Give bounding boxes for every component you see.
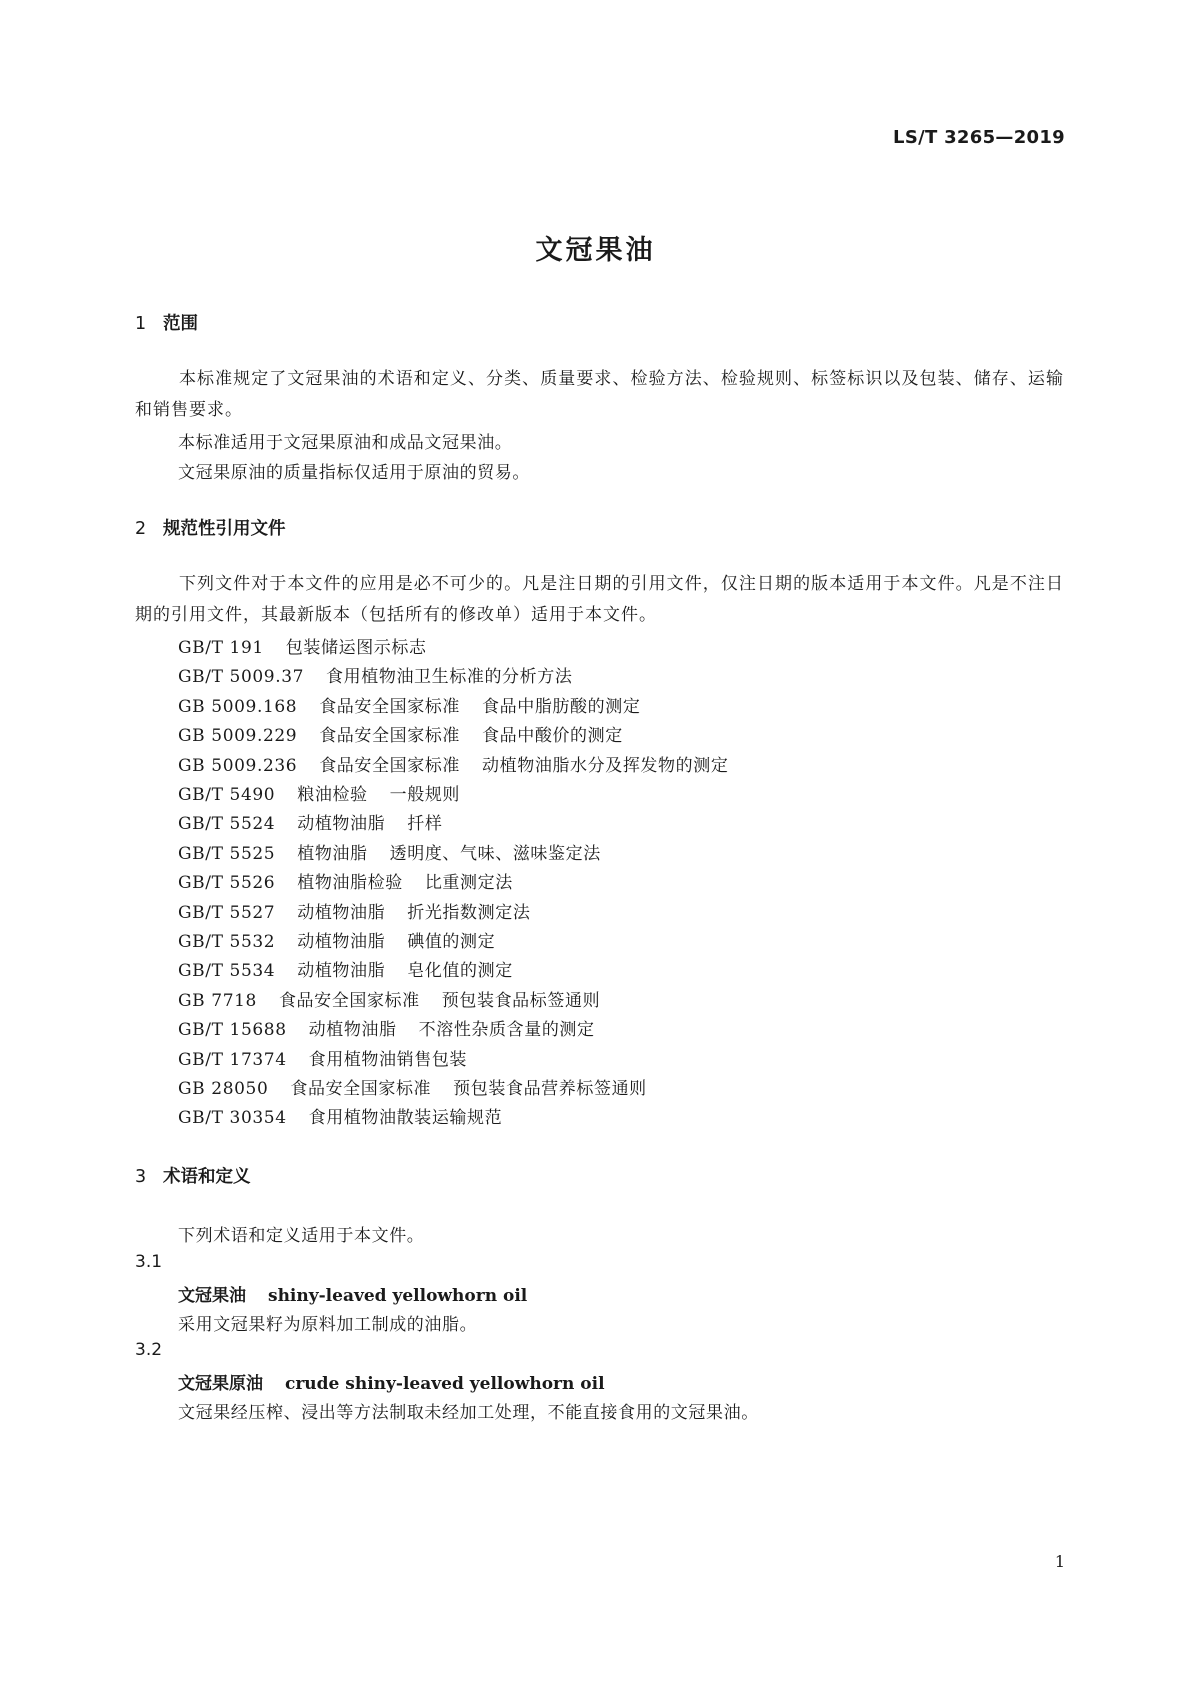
section-heading-refs xyxy=(135,515,286,540)
reference-code: GB 5009.168 xyxy=(178,697,298,717)
term-en: crude shiny-leaved yellowhorn oil xyxy=(285,1374,605,1394)
terms-intro: 下列术语和定义适用于本文件。 xyxy=(178,1226,425,1246)
reference-item xyxy=(178,927,495,952)
reference-subtitle: 预包装食品标签通则 xyxy=(441,991,601,1011)
reference-title: 动植物油脂 xyxy=(297,903,386,923)
section-heading-terms xyxy=(135,1163,251,1188)
reference-item xyxy=(178,956,513,981)
reference-item xyxy=(178,633,427,658)
reference-item xyxy=(178,692,640,717)
reference-code: GB/T 17374 xyxy=(178,1050,287,1070)
reference-title: 粮油检验 xyxy=(297,785,368,805)
reference-title: 动植物油脂 xyxy=(297,961,386,981)
reference-code: GB/T 5525 xyxy=(178,844,276,864)
reference-item xyxy=(178,662,572,687)
reference-title: 食品安全国家标准 xyxy=(278,991,420,1011)
reference-item xyxy=(178,809,442,834)
reference-title: 食品安全国家标准 xyxy=(290,1079,432,1099)
reference-title: 植物油脂检验 xyxy=(297,873,403,893)
reference-item xyxy=(178,1103,502,1128)
reference-code: GB/T 191 xyxy=(178,638,264,658)
reference-subtitle: 一般规则 xyxy=(389,785,461,805)
reference-title: 食品安全国家标准 xyxy=(319,756,461,776)
reference-item xyxy=(178,1045,467,1070)
reference-subtitle: 食品中脂肪酸的测定 xyxy=(482,697,641,717)
reference-subtitle: 食品中酸价的测定 xyxy=(482,726,623,746)
term-en: shiny-leaved yellowhorn oil xyxy=(268,1286,528,1306)
reference-code: GB/T 5524 xyxy=(178,814,276,834)
reference-code: GB 28050 xyxy=(178,1079,269,1099)
reference-item xyxy=(178,898,530,923)
document-title: 文冠果油 xyxy=(535,235,656,266)
term-definition: 采用文冠果籽为原料加工制成的油脂。 xyxy=(178,1315,478,1335)
reference-code: GB/T 5526 xyxy=(178,873,276,893)
reference-subtitle: 不溶性杂质含量的测定 xyxy=(418,1020,595,1040)
term-definition: 文冠果经压榨、浸出等方法制取未经加工处理，不能直接食用的文冠果油。 xyxy=(178,1403,759,1423)
reference-subtitle: 皂化值的测定 xyxy=(407,961,513,981)
section-heading-scope xyxy=(135,310,198,335)
reference-subtitle: 扦样 xyxy=(407,814,443,834)
reference-code: GB 5009.229 xyxy=(178,726,298,746)
reference-item xyxy=(178,1015,595,1040)
reference-title: 食用植物油卫生标准的分析方法 xyxy=(326,667,573,687)
reference-subtitle: 透明度、气味、滋味鉴定法 xyxy=(389,844,601,864)
section-title: 规范性引用文件 xyxy=(163,519,286,539)
reference-title: 动植物油脂 xyxy=(297,932,386,952)
reference-item xyxy=(178,986,600,1011)
term-entry xyxy=(178,1281,527,1306)
term-zh: 文冠果油 xyxy=(178,1286,246,1306)
reference-item xyxy=(178,721,623,746)
standard-code: LS/T 3265—2019 xyxy=(893,127,1065,148)
reference-code: GB/T 30354 xyxy=(178,1108,287,1128)
reference-item xyxy=(178,1074,647,1099)
reference-subtitle: 碘值的测定 xyxy=(407,932,496,952)
reference-title: 植物油脂 xyxy=(297,844,368,864)
section-title: 术语和定义 xyxy=(163,1167,251,1187)
reference-code: GB/T 5532 xyxy=(178,932,276,952)
term-entry xyxy=(178,1369,605,1394)
reference-item xyxy=(178,780,460,805)
reference-item xyxy=(178,868,513,893)
term-zh: 文冠果原油 xyxy=(178,1374,263,1394)
term-number: 3.2 xyxy=(135,1340,163,1360)
section-title: 范围 xyxy=(163,314,198,334)
reference-title: 动植物油脂 xyxy=(308,1020,397,1040)
reference-code: GB 5009.236 xyxy=(178,756,298,776)
reference-title: 动植物油脂 xyxy=(297,814,386,834)
scope-paragraph-2: 本标准适用于文冠果原油和成品文冠果油。 xyxy=(178,433,513,453)
reference-subtitle: 比重测定法 xyxy=(424,873,513,893)
scope-paragraph-1: 本标准规定了文冠果油的术语和定义、分类、质量要求、检验方法、检验规则、标签标识以及包装、储存、运输和销售要求。 xyxy=(135,369,1064,420)
reference-title: 食品安全国家标准 xyxy=(319,726,461,746)
reference-code: GB 7718 xyxy=(178,991,257,1011)
section-number: 3 xyxy=(135,1167,147,1187)
reference-item xyxy=(178,839,601,864)
reference-code: GB/T 5009.37 xyxy=(178,667,305,687)
reference-code: GB/T 5490 xyxy=(178,785,276,805)
section-number: 1 xyxy=(135,314,147,334)
reference-item xyxy=(178,751,728,776)
reference-title: 食品安全国家标准 xyxy=(319,697,461,717)
reference-code: GB/T 5527 xyxy=(178,903,276,923)
reference-title: 食用植物油销售包装 xyxy=(308,1050,468,1070)
reference-subtitle: 折光指数测定法 xyxy=(407,903,531,923)
refs-intro-paragraph: 下列文件对于本文件的应用是必不可少的。凡是注日期的引用文件，仅注日期的版本适用于本文件。凡是不注日期的引用文件，其最新版本（包括所有的修改单）适用于本文件。 xyxy=(135,574,1064,625)
section-number: 2 xyxy=(135,519,147,539)
reference-code: GB/T 5534 xyxy=(178,961,276,981)
term-number: 3.1 xyxy=(135,1252,163,1272)
scope-paragraph-3: 文冠果原油的质量指标仅适用于原油的贸易。 xyxy=(178,463,530,483)
reference-title: 食用植物油散装运输规范 xyxy=(308,1108,503,1128)
reference-subtitle: 预包装食品营养标签通则 xyxy=(453,1079,647,1099)
reference-code: GB/T 15688 xyxy=(178,1020,287,1040)
page-number: 1 xyxy=(1054,1552,1065,1571)
reference-subtitle: 动植物油脂水分及挥发物的测定 xyxy=(482,756,729,776)
reference-title: 包装储运图示标志 xyxy=(285,638,427,658)
